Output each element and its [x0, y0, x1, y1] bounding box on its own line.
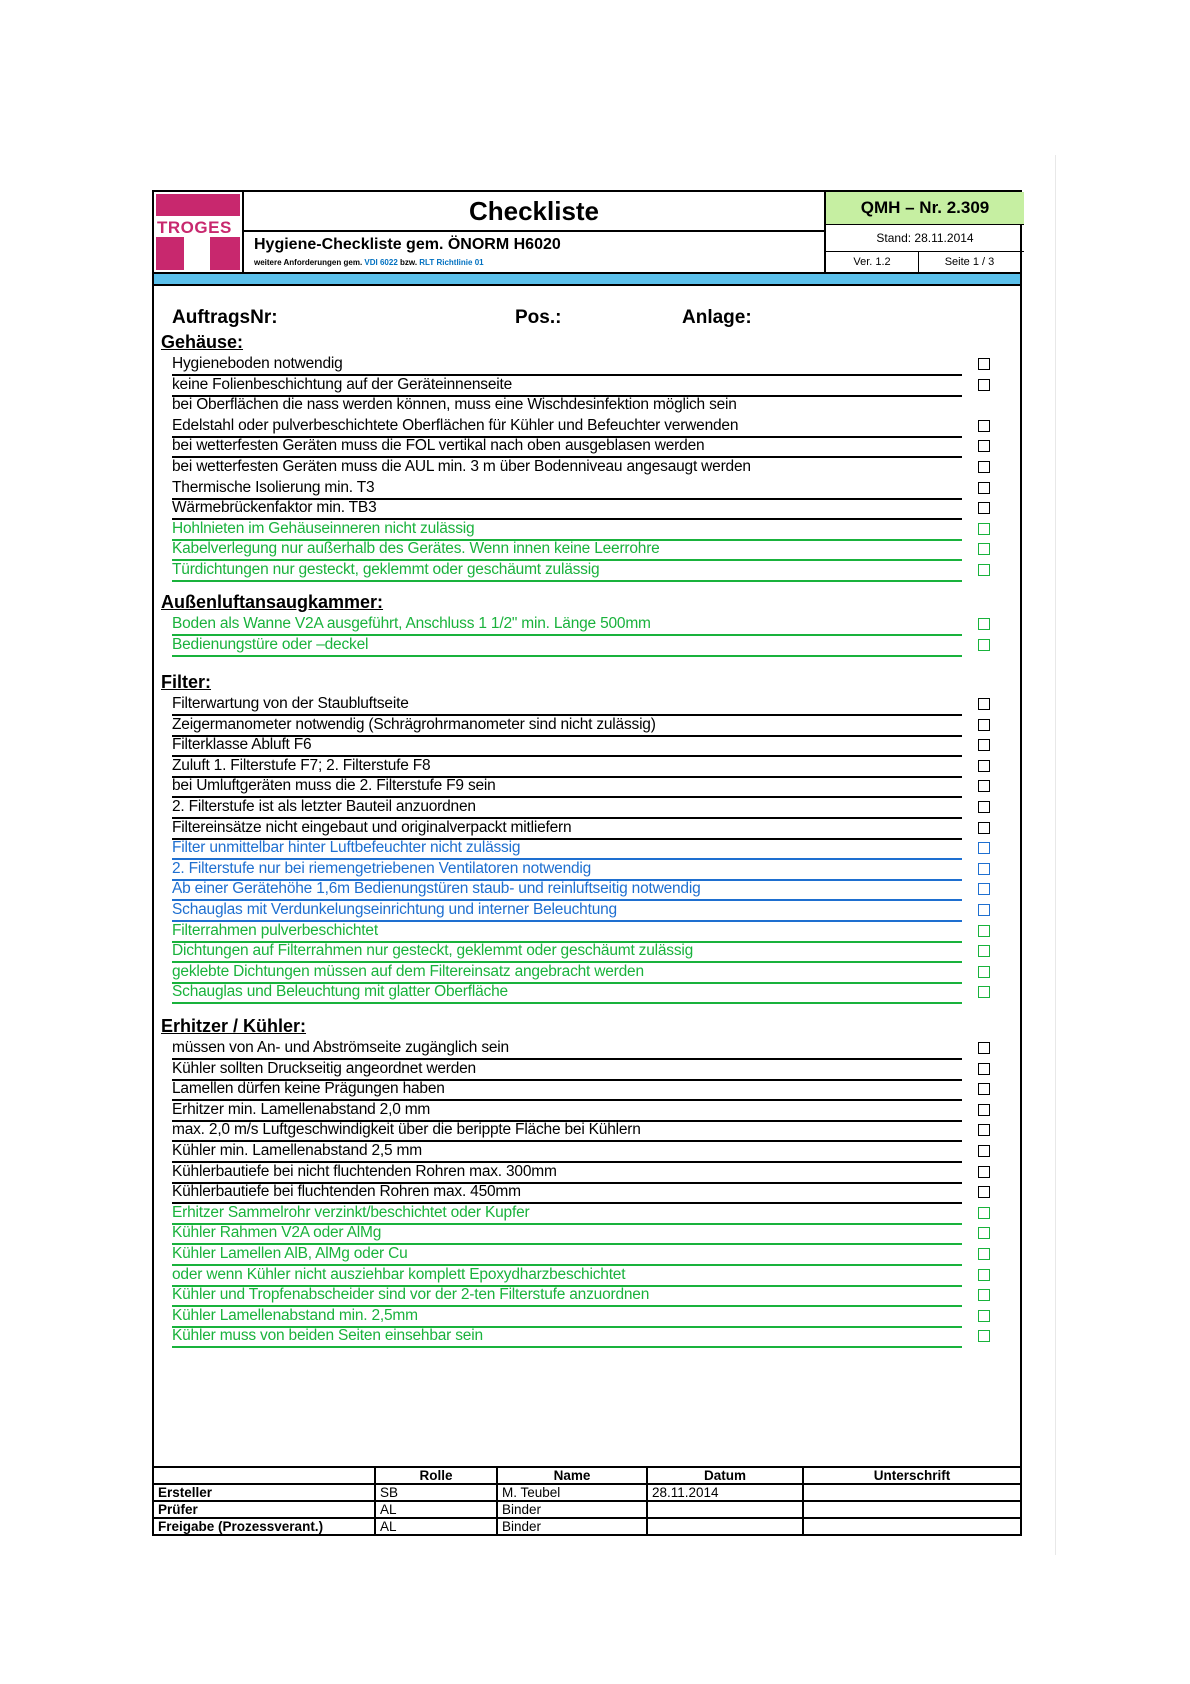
checklist-item: Bedienungstüre oder –deckel — [172, 635, 962, 657]
qmh-number: QMH – Nr. 2.309 — [824, 192, 1024, 225]
checklist-item: Erhitzer Sammelrohr verzinkt/beschichtet oder Kupfer — [172, 1203, 962, 1225]
checkbox[interactable] — [978, 1289, 990, 1301]
checklist-item: Zuluft 1. Filterstufe F7; 2. Filterstufe F8 — [172, 756, 962, 778]
subtitle-note: weitere Anforderungen gem. VDI 6022 bzw. RLT Richtlinie 01 — [254, 258, 484, 267]
header-box — [152, 190, 1022, 274]
checkbox[interactable] — [978, 904, 990, 916]
header-bar — [152, 274, 1022, 286]
page-number: Seite 1 / 3 — [944, 256, 995, 268]
sig-cell: Ersteller — [153, 1484, 375, 1501]
sig-cell — [803, 1484, 1021, 1501]
signature-table — [152, 1466, 1022, 1536]
checklist-item: Hohlnieten im Gehäuseinneren nicht zulässig — [172, 519, 962, 541]
checkbox[interactable] — [978, 1124, 990, 1136]
section-title: Gehäuse: — [161, 332, 244, 352]
checklist-item: Filter unmittelbar hinter Luftbefeuchter nicht zulässig — [172, 838, 962, 860]
troges-logo — [154, 192, 244, 272]
checkbox[interactable] — [978, 1269, 990, 1281]
checklist-item: Wärmebrückenfaktor min. TB3 — [172, 498, 962, 520]
checkbox[interactable] — [978, 1227, 990, 1239]
version: Ver. 1.2 — [824, 252, 919, 272]
stand-date: Stand: 28.11.2014 — [824, 225, 1024, 252]
sig-header: Datum — [647, 1467, 803, 1484]
sig-cell: 28.11.2014 — [647, 1484, 803, 1501]
checkbox[interactable] — [978, 502, 990, 514]
checklist-item: Thermische Isolierung min. T3 — [172, 478, 962, 500]
sig-cell — [803, 1501, 1021, 1518]
auftrag-label: AuftragsNr: — [172, 307, 278, 328]
checklist-item: Hygieneboden notwendig — [172, 354, 962, 376]
checklist-item: 2. Filterstufe nur bei riemengetriebenen Ventilatoren notwendig — [172, 859, 962, 881]
checklist-item: Filtereinsätze nicht eingebaut und originalverpackt mitliefern — [172, 818, 962, 840]
checklist-item: Filterklasse Abluft F6 — [172, 735, 962, 757]
sig-header: Name — [497, 1467, 647, 1484]
checkbox[interactable] — [978, 1310, 990, 1322]
checkbox[interactable] — [978, 739, 990, 751]
page-edge-line — [1055, 155, 1056, 1555]
page-title: Checkliste — [244, 192, 824, 232]
checklist-item: Kühler min. Lamellenabstand 2,5 mm — [172, 1141, 962, 1163]
checkbox[interactable] — [978, 1104, 990, 1116]
checkbox[interactable] — [978, 1063, 990, 1075]
checklist-item: Kühler und Tropfenabscheider sind vor der 2-ten Filterstufe anzuordnen — [172, 1285, 962, 1307]
checklist-item: Kühler Rahmen V2A oder AlMg — [172, 1223, 962, 1245]
sig-cell: Freigabe (Prozessverant.) — [153, 1518, 375, 1535]
checkbox[interactable] — [978, 863, 990, 875]
checkbox[interactable] — [978, 1083, 990, 1095]
sig-cell — [803, 1518, 1021, 1535]
checklist-item: Kühler Lamellenabstand min. 2,5mm — [172, 1306, 962, 1328]
section-title: Außenluftansaugkammer: — [161, 592, 384, 612]
checklist-item: Kühler Lamellen AlB, AlMg oder Cu — [172, 1244, 962, 1266]
checkbox[interactable] — [978, 986, 990, 998]
sig-cell — [647, 1518, 803, 1535]
checklist-item: Zeigermanometer notwendig (Schrägrohrmanometer sind nicht zulässig) — [172, 715, 962, 737]
checkbox[interactable] — [978, 618, 990, 630]
logo-text: TROGES — [157, 218, 232, 237]
checklist-item: Dichtungen auf Filterrahmen nur gesteckt, geklemmt oder geschäumt zulässig — [172, 941, 962, 963]
checklist-item: geklebte Dichtungen müssen auf dem Filtereinsatz angebracht werden — [172, 962, 962, 984]
checklist-item: bei wetterfesten Geräten muss die FOL vertikal nach oben ausgeblasen werden — [172, 436, 962, 458]
checkbox[interactable] — [978, 945, 990, 957]
sig-cell: AL — [375, 1518, 497, 1535]
checklist-item: Kühler muss von beiden Seiten einsehbar sein — [172, 1326, 962, 1348]
sig-header: Rolle — [375, 1467, 497, 1484]
checklist-item: 2. Filterstufe ist als letzter Bauteil anzuordnen — [172, 797, 962, 819]
sig-header — [153, 1467, 375, 1484]
sig-cell: SB — [375, 1484, 497, 1501]
anlage-label: Anlage: — [682, 307, 752, 328]
sig-cell: Binder — [497, 1501, 647, 1518]
checkbox[interactable] — [978, 801, 990, 813]
subtitle: Hygiene-Checkliste gem. ÖNORM H6020 — [254, 236, 561, 253]
checklist-item: müssen von An- und Abströmseite zugänglich sein — [172, 1038, 962, 1060]
checklist-item: Kühlerbautiefe bei fluchtenden Rohren max. 450mm — [172, 1182, 962, 1204]
checkbox[interactable] — [978, 1145, 990, 1157]
checkbox[interactable] — [978, 698, 990, 710]
checklist-item: Lamellen dürfen keine Prägungen haben — [172, 1079, 962, 1101]
sig-cell: Prüfer — [153, 1501, 375, 1518]
checkbox[interactable] — [978, 925, 990, 937]
checkbox[interactable] — [978, 1207, 990, 1219]
sig-cell: Binder — [497, 1518, 647, 1535]
checkbox[interactable] — [978, 780, 990, 792]
pos-label: Pos.: — [515, 307, 562, 328]
checklist-item: keine Folienbeschichtung auf der Geräteinnenseite — [172, 375, 962, 397]
checklist-item: Schauglas mit Verdunkelungseinrichtung und interner Beleuchtung — [172, 900, 962, 922]
checklist-item: bei Umluftgeräten muss die 2. Filterstufe F9 sein — [172, 776, 962, 798]
checkbox[interactable] — [978, 564, 990, 576]
checkbox[interactable] — [978, 1042, 990, 1054]
checkbox[interactable] — [978, 543, 990, 555]
checklist-item: oder wenn Kühler nicht ausziehbar komplett Epoxydharzbeschichtet — [172, 1265, 962, 1287]
checkbox[interactable] — [978, 1248, 990, 1260]
checklist-item: Kühler sollten Druckseitig angeordnet werden — [172, 1059, 962, 1081]
checklist-item: Erhitzer min. Lamellenabstand 2,0 mm — [172, 1100, 962, 1122]
sig-header: Unterschrift — [803, 1467, 1021, 1484]
checkbox[interactable] — [978, 639, 990, 651]
checklist-item: Türdichtungen nur gesteckt, geklemmt oder geschäumt zulässig — [172, 560, 962, 582]
checkbox[interactable] — [978, 379, 990, 391]
checkbox[interactable] — [978, 1186, 990, 1198]
checklist-item: Edelstahl oder pulverbeschichtete Oberflächen für Kühler und Befeuchter verwenden — [172, 416, 962, 438]
checkbox[interactable] — [978, 482, 990, 494]
checklist-item: Kühlerbautiefe bei nicht fluchtenden Rohren max. 300mm — [172, 1162, 962, 1184]
checklist-item: Ab einer Gerätehöhe 1,6m Bedienungstüren staub- und reinluftseitig notwendig — [172, 879, 962, 901]
checkbox[interactable] — [978, 760, 990, 772]
checkbox[interactable] — [978, 1330, 990, 1342]
checklist-item: max. 2,0 m/s Luftgeschwindigkeit über die berippte Fläche bei Kühlern — [172, 1120, 962, 1142]
checkbox[interactable] — [978, 358, 990, 370]
checklist-sheet — [152, 190, 1024, 1534]
checkbox[interactable] — [978, 883, 990, 895]
checklist-item: Filterrahmen pulverbeschichtet — [172, 921, 962, 943]
checklist-item: bei wetterfesten Geräten muss die AUL min. 3 m über Bodenniveau angesaugt werden — [172, 458, 751, 475]
checkbox[interactable] — [978, 719, 990, 731]
section-title: Erhitzer / Kühler: — [161, 1016, 307, 1036]
sig-cell: M. Teubel — [497, 1484, 647, 1501]
checkbox[interactable] — [978, 822, 990, 834]
checklist-item: Kabelverlegung nur außerhalb des Gerätes. Wenn innen keine Leerrohre — [172, 539, 962, 561]
checkbox[interactable] — [978, 420, 990, 432]
checkbox[interactable] — [978, 461, 990, 473]
checklist-item: bei Oberflächen die nass werden können, muss eine Wischdesinfektion möglich sein — [172, 396, 737, 414]
checkbox[interactable] — [978, 842, 990, 854]
sig-cell — [647, 1501, 803, 1518]
checklist-item: Schauglas und Beleuchtung mit glatter Oberfläche — [172, 982, 962, 1004]
checklist-item: Filterwartung von der Staubluftseite — [172, 694, 962, 716]
checkbox[interactable] — [978, 440, 990, 452]
checkbox[interactable] — [978, 966, 990, 978]
sig-cell: AL — [375, 1501, 497, 1518]
checklist-item: Boden als Wanne V2A ausgeführt, Anschluss 1 1/2" min. Länge 500mm — [172, 614, 962, 636]
section-title: Filter: — [161, 672, 212, 692]
checkbox[interactable] — [978, 523, 990, 535]
checkbox[interactable] — [978, 1166, 990, 1178]
